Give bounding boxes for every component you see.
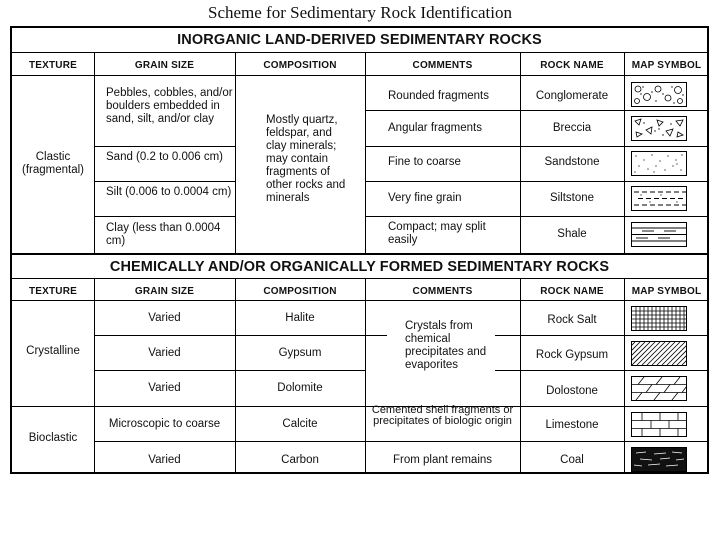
identification-table — [10, 26, 709, 474]
column-header-comments: COMMENTS — [412, 60, 473, 71]
grain-size-silt: Silt (0.006 to 0.0004 cm) — [106, 186, 232, 198]
column-header-rock-name: ROCK NAME — [540, 60, 604, 71]
texture-crystalline: Crystalline — [26, 345, 80, 357]
rock-name-limestone: Limestone — [545, 419, 599, 431]
rock-name-breccia: Breccia — [552, 122, 592, 134]
composition-carbon: Carbon — [281, 454, 319, 466]
rock-name-dolostone: Dolostone — [546, 385, 598, 397]
rock-name-conglomerate: Conglomerate — [535, 90, 609, 102]
texture-bioclastic: Bioclastic — [28, 432, 78, 444]
column-header-texture-2: TEXTURE — [28, 286, 78, 297]
comment-very-fine-grain: Very fine grain — [388, 192, 462, 204]
grain-size-sand: Sand (0.2 to 0.006 cm) — [106, 151, 223, 163]
grain-size-varied-1: Varied — [148, 312, 181, 324]
grain-size-microscopic: Microscopic to coarse — [108, 418, 221, 430]
column-header-rock-name-2: ROCK NAME — [540, 286, 604, 297]
siltstone-symbol-icon — [631, 186, 687, 211]
rock-name-rock-gypsum: Rock Gypsum — [535, 349, 609, 361]
breccia-symbol-icon — [631, 116, 687, 141]
comment-plant-remains: From plant remains — [392, 454, 493, 466]
conglomerate-symbol-icon — [631, 82, 687, 107]
column-header-map-symbol: MAP SYMBOL — [631, 60, 702, 71]
rock-gypsum-symbol-icon — [631, 341, 687, 366]
column-header-grain-size: GRAIN SIZE — [134, 60, 195, 71]
composition-clastic: Mostly quartz, feldspar, and clay minerals; may contain fragments of other rocks and minerals — [266, 114, 346, 204]
grain-size-varied-3: Varied — [148, 382, 181, 394]
composition-gypsum: Gypsum — [278, 347, 322, 359]
grain-size-varied-4: Varied — [148, 454, 181, 466]
comment-cemented-shell: Cemented shell fragments or precipitates of biologic origin — [371, 404, 514, 427]
page-title: Scheme for Sedimentary Rock Identification — [207, 3, 513, 22]
rock-name-rock-salt: Rock Salt — [547, 314, 597, 326]
column-header-composition-2: COMPOSITION — [263, 286, 337, 297]
shale-symbol-icon — [631, 222, 687, 247]
comment-compact: Compact; may split easily — [388, 221, 486, 246]
column-header-map-symbol-2: MAP SYMBOL — [631, 286, 702, 297]
comment-fine-to-coarse: Fine to coarse — [388, 156, 461, 168]
column-header-grain-size-2: GRAIN SIZE — [134, 286, 195, 297]
dolostone-symbol-icon — [631, 376, 687, 401]
column-header-composition: COMPOSITION — [263, 60, 337, 71]
comment-evaporites: Crystals from chemical precipitates and evaporites — [405, 320, 487, 371]
chemical-section-heading: CHEMICALLY AND/OR ORGANICALLY FORMED SEDIMENTARY ROCKS — [109, 259, 610, 275]
texture-clastic: Clastic (fragmental) — [22, 151, 84, 176]
limestone-symbol-icon — [631, 412, 687, 437]
rock-name-coal: Coal — [560, 454, 584, 466]
comment-rounded-fragments: Rounded fragments — [388, 90, 490, 102]
grain-size-pebbles: Pebbles, cobbles, and/or boulders embedded in sand, silt, and/or clay — [106, 87, 233, 125]
coal-symbol-icon — [631, 447, 687, 472]
composition-calcite: Calcite — [282, 418, 318, 430]
grain-size-clay: Clay (less than 0.0004 cm) — [106, 222, 221, 247]
rock-name-shale: Shale — [557, 228, 587, 240]
sandstone-symbol-icon — [631, 151, 687, 176]
grain-size-varied-2: Varied — [148, 347, 181, 359]
rock-salt-symbol-icon — [631, 306, 687, 331]
composition-halite: Halite — [285, 312, 315, 324]
column-header-comments-2: COMMENTS — [412, 286, 473, 297]
column-header-texture: TEXTURE — [28, 60, 78, 71]
rock-name-sandstone: Sandstone — [544, 156, 600, 168]
inorganic-section-heading: INORGANIC LAND-DERIVED SEDIMENTARY ROCKS — [177, 32, 542, 48]
rock-name-siltstone: Siltstone — [549, 192, 595, 204]
comment-angular-fragments: Angular fragments — [388, 122, 482, 134]
composition-dolomite: Dolomite — [277, 382, 323, 394]
